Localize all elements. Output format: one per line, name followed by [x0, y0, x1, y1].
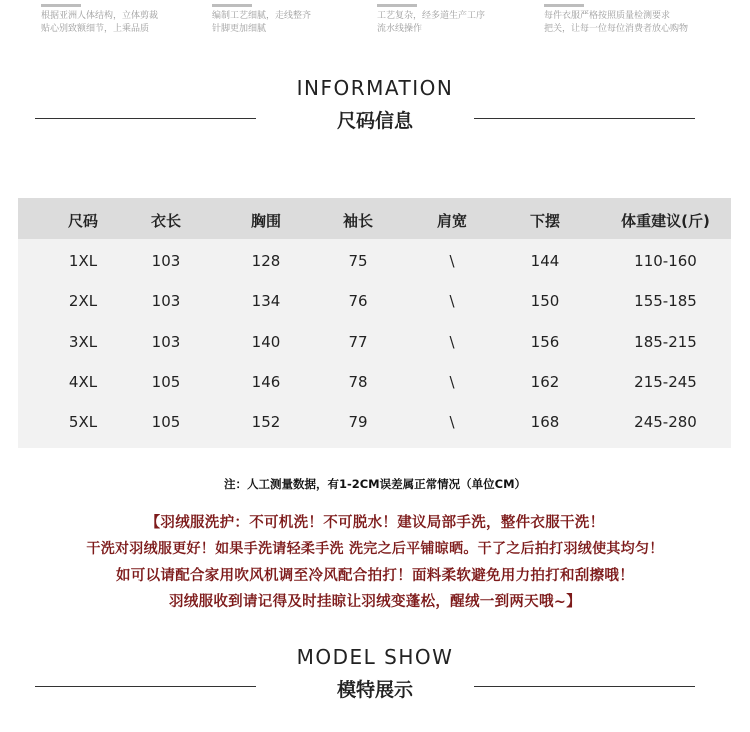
table-cell: 78	[348, 373, 368, 391]
model-en-title: MODEL SHOW	[296, 645, 454, 669]
feature-line: 流水线操作	[377, 24, 423, 34]
header-size: 尺码	[67, 212, 98, 230]
table-cell: 134	[251, 292, 281, 310]
table-cell: 150	[530, 292, 560, 310]
info-cn-title: 尺码信息	[336, 110, 413, 132]
feature-line: 贴心别致额细节，上乘品质	[41, 24, 150, 34]
table-cell: 185-215	[634, 333, 697, 351]
model-section-heading	[0, 645, 750, 702]
header-hem: 下摆	[529, 212, 560, 230]
table-cell: 152	[251, 413, 281, 431]
table-cell: 140	[251, 333, 281, 351]
care-line-4: 羽绒服收到请记得及时挂晾让羽绒变蓬松，醒绒一到两天哦~】	[168, 594, 582, 610]
table-cell: 1XL	[68, 252, 98, 270]
feature-strip	[0, 0, 750, 40]
table-cell: 105	[151, 413, 181, 431]
feature-title-cut	[377, 4, 417, 13]
table-cell: \	[449, 413, 455, 431]
table-cell: 2XL	[68, 292, 98, 310]
feature-caption-2	[212, 10, 311, 36]
feature-line: 编制工艺细腻，走线整齐	[212, 11, 312, 21]
divider-left	[35, 686, 256, 687]
table-cell: 156	[530, 333, 560, 351]
feature-title-cut	[41, 4, 81, 13]
table-cell: 144	[530, 252, 560, 270]
feature-caption-1	[41, 10, 158, 36]
feature-line: 针脚更加细腻	[212, 24, 267, 34]
feature-line: 工艺复杂，经多道生产工序	[377, 11, 486, 21]
table-cell: 168	[530, 413, 560, 431]
size-table	[18, 198, 731, 448]
table-cell: 103	[151, 333, 181, 351]
table-cell: 105	[151, 373, 181, 391]
table-cell: \	[449, 333, 455, 351]
model-cn-title: 模特展示	[336, 679, 413, 701]
table-cell: 75	[348, 252, 368, 270]
header-length: 衣长	[150, 212, 181, 230]
divider-right	[474, 686, 695, 687]
table-cell: 79	[348, 413, 368, 431]
feature-caption-3	[377, 10, 485, 36]
table-cell: 76	[348, 292, 368, 310]
feature-caption-4	[544, 10, 688, 36]
table-cell: 5XL	[68, 413, 98, 431]
table-cell: \	[449, 252, 455, 270]
feature-line: 根据亚洲人体结构，立体剪裁	[41, 11, 159, 21]
table-cell: 215-245	[634, 373, 697, 391]
table-cell: 103	[151, 292, 181, 310]
care-line-3: 如可以请配合家用吹风机调至冷风配合拍打！面料柔软避免用力拍打和刮擦哦！	[116, 568, 634, 584]
divider-left	[35, 118, 256, 119]
table-cell: 77	[348, 333, 368, 351]
table-cell: \	[449, 292, 455, 310]
size-table-header	[18, 198, 731, 239]
table-cell: 245-280	[634, 413, 697, 431]
feature-line: 把关，让每一位每位消费者放心购物	[544, 24, 689, 34]
table-cell: 103	[151, 252, 181, 270]
table-cell: 146	[251, 373, 281, 391]
feature-title-cut	[544, 4, 584, 13]
care-line-2: 干洗对羽绒服更好！如果手洗请轻柔手洗 洗完之后平铺晾晒。干了之后拍打羽绒使其均匀！	[86, 541, 664, 557]
table-cell: 110-160	[634, 252, 697, 270]
table-cell: 162	[530, 373, 560, 391]
info-section-heading	[0, 76, 750, 133]
table-cell: 3XL	[68, 333, 98, 351]
care-line-1: 【羽绒服洗护：不可机洗！不可脱水！建议局部手洗，整件衣服干洗！	[145, 515, 605, 531]
header-chest: 胸围	[250, 212, 281, 230]
feature-title-cut	[212, 4, 252, 13]
table-cell: \	[449, 373, 455, 391]
header-shoulder: 肩宽	[436, 212, 467, 230]
table-cell: 4XL	[68, 373, 98, 391]
measurement-note: 注：人工测量数据，有1-2CM误差属正常情况（单位CM）	[223, 477, 527, 491]
header-weight: 体重建议(斤)	[621, 212, 710, 230]
table-cell: 155-185	[634, 292, 697, 310]
header-sleeve: 袖长	[342, 212, 373, 230]
feature-line: 每件衣服严格按照质量检测要求	[544, 11, 671, 21]
table-cell: 128	[251, 252, 281, 270]
info-en-title: INFORMATION	[296, 76, 454, 100]
divider-right	[474, 118, 695, 119]
